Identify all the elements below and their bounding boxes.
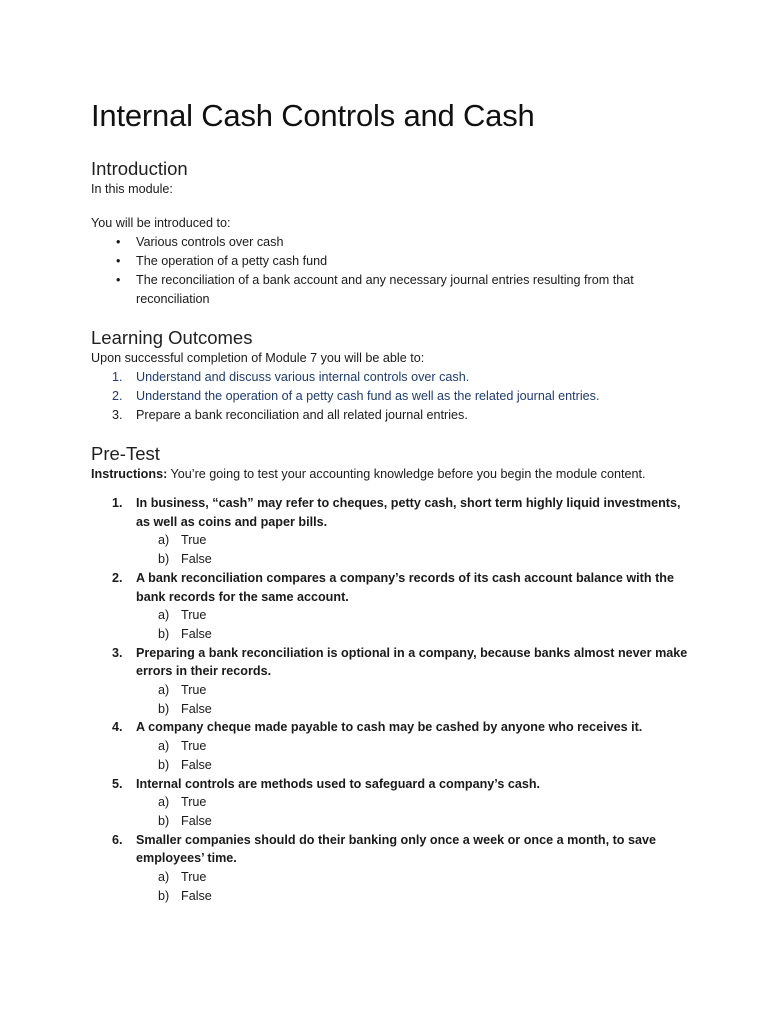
list-item	[91, 233, 691, 252]
answer-option-a[interactable]	[91, 681, 691, 700]
answer-option-b[interactable]	[91, 700, 691, 719]
option-letter: b)	[158, 888, 170, 903]
option-text: False	[181, 552, 212, 567]
option-letter: a)	[158, 683, 170, 698]
list-item	[91, 271, 691, 309]
question-text	[91, 494, 691, 531]
question-text	[91, 831, 691, 868]
option-letter: a)	[158, 608, 170, 623]
list-item-number: 3.	[112, 408, 123, 422]
document-page	[91, 96, 691, 905]
list-item-text: The reconciliation of a bank account and any necessary journal entries resulting from that reconciliation	[136, 273, 634, 306]
list-item	[91, 252, 691, 271]
instructions-label: Instructions:	[91, 467, 168, 481]
option-text: True	[181, 683, 207, 698]
option-letter: a)	[158, 533, 170, 548]
question-item	[91, 569, 691, 644]
question-number: 2.	[112, 570, 123, 585]
option-text: False	[181, 757, 212, 772]
list-item-text: Understand the operation of a petty cash fund as well as the related journal entries.	[136, 389, 600, 403]
question-item	[91, 644, 691, 719]
option-text: True	[181, 870, 207, 885]
list-item-text: Understand and discuss various internal controls over cash.	[136, 370, 470, 384]
question-text	[91, 644, 691, 681]
introduction-bullet-list	[91, 233, 691, 309]
question-text	[91, 569, 691, 606]
option-text: False	[181, 888, 212, 903]
list-item-number: 1.	[112, 370, 123, 384]
pretest-instructions	[91, 465, 691, 484]
answer-option-b[interactable]	[91, 625, 691, 644]
question-text	[91, 718, 691, 737]
option-letter: b)	[158, 626, 170, 641]
question-number: 6.	[112, 832, 123, 847]
introduction-line-1: In this module:	[91, 182, 173, 196]
answer-option-b[interactable]	[91, 756, 691, 775]
question-item	[91, 831, 691, 906]
option-text: False	[181, 701, 212, 716]
introduction-line-2: You will be introduced to:	[91, 216, 231, 230]
question-item	[91, 718, 691, 774]
bullet-icon: •	[116, 273, 121, 287]
learning-outcomes-intro: Upon successful completion of Module 7 you will be able to:	[91, 351, 425, 365]
page-title: Internal Cash Controls and Cash	[91, 98, 535, 133]
question-item	[91, 775, 691, 831]
question-item	[91, 494, 691, 569]
answer-option-a[interactable]	[91, 868, 691, 887]
list-item	[91, 406, 691, 425]
option-text: True	[181, 608, 207, 623]
question-number: 3.	[112, 645, 123, 660]
question-label: Preparing a bank reconciliation is optional in a company, because banks almost never make errors in their records.	[136, 645, 688, 679]
answer-option-a[interactable]	[91, 737, 691, 756]
question-label: Smaller companies should do their banking only once a week or once a month, to save employees’ time.	[136, 832, 656, 866]
option-letter: a)	[158, 739, 170, 754]
question-number: 4.	[112, 720, 123, 735]
bullet-icon: •	[116, 235, 121, 249]
answer-option-a[interactable]	[91, 531, 691, 550]
bullet-icon: •	[116, 254, 121, 268]
option-text: True	[181, 739, 207, 754]
option-text: False	[181, 626, 212, 641]
question-number: 5.	[112, 776, 123, 791]
option-letter: b)	[158, 552, 170, 567]
option-text: True	[181, 533, 207, 548]
answer-option-b[interactable]	[91, 887, 691, 906]
list-item-text: Various controls over cash	[136, 235, 284, 249]
question-text	[91, 775, 691, 794]
answer-option-a[interactable]	[91, 606, 691, 625]
option-text: False	[181, 813, 212, 828]
question-label: A bank reconciliation compares a company’s records of its cash account balance with the bank records for the same account.	[136, 570, 674, 604]
pretest-heading: Pre-Test	[91, 443, 160, 464]
option-letter: a)	[158, 795, 170, 810]
question-label: In business, “cash” may refer to cheques, petty cash, short term highly liquid investments, as well as coins and paper bills.	[136, 496, 681, 529]
list-item-number: 2.	[112, 389, 123, 403]
introduction-heading: Introduction	[91, 158, 188, 179]
instructions-text: You’re going to test your accounting knowledge before you begin the module content.	[167, 467, 646, 481]
list-item-text: Prepare a bank reconciliation and all related journal entries.	[136, 408, 468, 422]
list-item	[91, 387, 691, 406]
question-number: 1.	[112, 496, 123, 510]
learning-outcomes-heading: Learning Outcomes	[91, 327, 253, 348]
answer-option-b[interactable]	[91, 550, 691, 569]
list-item	[91, 368, 691, 387]
list-item-text: The operation of a petty cash fund	[136, 254, 328, 268]
option-letter: b)	[158, 757, 170, 772]
learning-outcomes-list	[91, 368, 691, 425]
answer-option-b[interactable]	[91, 812, 691, 831]
question-label: Internal controls are methods used to safeguard a company’s cash.	[136, 776, 541, 791]
option-letter: b)	[158, 701, 170, 716]
option-text: True	[181, 795, 207, 810]
answer-option-a[interactable]	[91, 793, 691, 812]
option-letter: a)	[158, 870, 170, 885]
question-label: A company cheque made payable to cash may be cashed by anyone who receives it.	[136, 720, 643, 735]
option-letter: b)	[158, 813, 170, 828]
question-list	[91, 494, 691, 905]
